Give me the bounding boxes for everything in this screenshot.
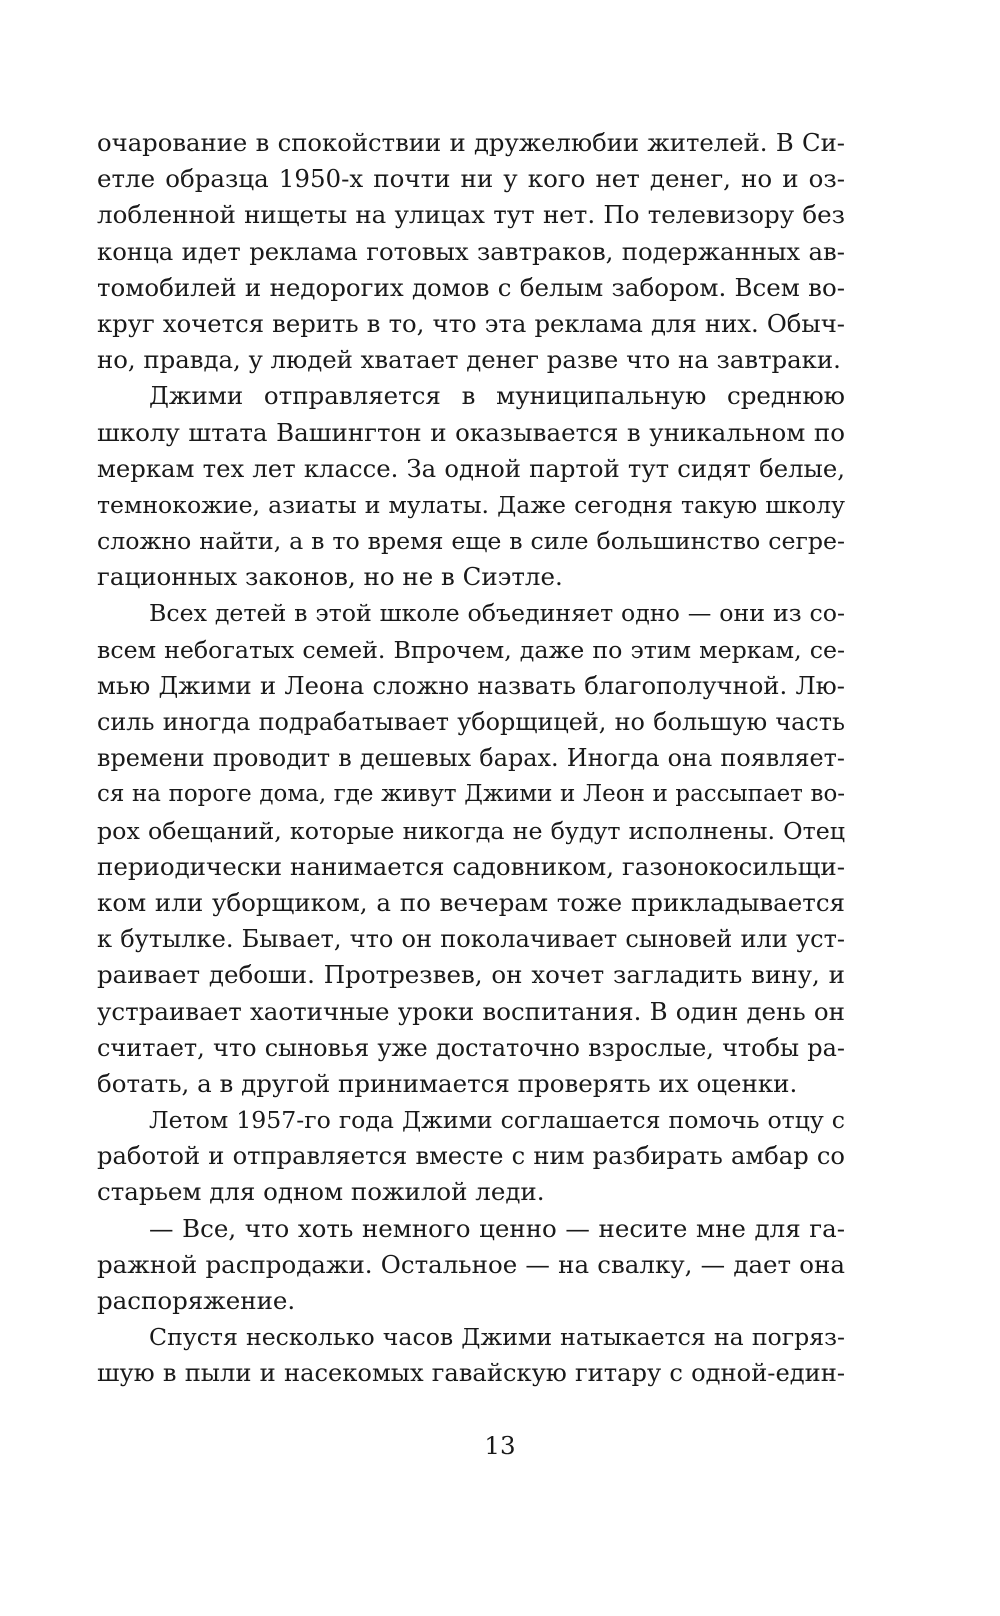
text-line: раивает дебоши. Протрезвев, он хочет загладить вину, и bbox=[97, 960, 845, 990]
text-line: ботать, а в другой принимается проверять их оценки. bbox=[97, 1068, 798, 1098]
text-line: лобленной нищеты на улицах тут нет. По телевизору без bbox=[97, 200, 845, 230]
text-line: Джими отправляется в муниципальную среднюю bbox=[149, 381, 845, 411]
text-line: гационных законов, но не в Сиэтле. bbox=[97, 562, 563, 592]
text-line: — Все, что хоть немного ценно — несите мне для га- bbox=[149, 1213, 845, 1243]
text-line: считает, что сыновья уже достаточно взрослые, чтобы ра- bbox=[97, 1033, 845, 1062]
text-line: периодически нанимается садовником, газонокосильщи- bbox=[97, 851, 845, 881]
text-line: Всех детей в этой школе объединяет одно — они из со- bbox=[149, 599, 845, 628]
body-text bbox=[97, 125, 845, 1392]
text-line: шую в пыли и насекомых гавайскую гитару с одной-един- bbox=[97, 1359, 845, 1388]
text-line: школу штата Вашингтон и оказывается в уникальном по bbox=[97, 417, 845, 447]
text-line: ражной распродажи. Остальное — на свалку, — дает она bbox=[97, 1249, 845, 1279]
text-line: времени проводит в дешевых барах. Иногда она появляет- bbox=[97, 744, 845, 773]
text-line: распоряжение. bbox=[97, 1286, 296, 1315]
text-line: старьем для одном пожилой леди. bbox=[97, 1177, 545, 1207]
text-line: рох обещаний, которые никогда не будут исполнены. Отец bbox=[97, 816, 845, 845]
text-line: устраивает хаотичные уроки воспитания. В один день он bbox=[97, 996, 845, 1026]
text-line: очарование в спокойствии и дружелюбии жителей. В Си- bbox=[97, 128, 845, 157]
text-line: Спустя несколько часов Джими натыкается на погряз- bbox=[149, 1323, 845, 1352]
text-line: етле образца 1950-х почти ни у кого нет денег, но и оз- bbox=[97, 164, 845, 194]
text-line: мью Джими и Леона сложно назвать благополучной. Лю- bbox=[97, 670, 845, 700]
text-line: круг хочется верить в то, что эта реклама для них. Обыч- bbox=[97, 308, 845, 338]
text-line: силь иногда подрабатывает уборщицей, но большую часть bbox=[97, 708, 845, 736]
text-line: всем небогатых семей. Впрочем, даже по этим меркам, се- bbox=[97, 635, 845, 664]
text-line: ком или уборщиком, а по вечерам тоже прикладывается bbox=[97, 887, 845, 917]
text-line: к бутылке. Бывает, что он поколачивает сыновей или уст- bbox=[97, 925, 845, 954]
text-line: томобилей и недорогих домов с белым забором. Всем во- bbox=[97, 272, 845, 302]
text-line: работой и отправляется вместе с ним разбирать амбар со bbox=[97, 1142, 845, 1171]
text-line: но, правда, у людей хватает денег разве что на завтраки. bbox=[97, 345, 841, 375]
text-line: меркам тех лет классе. За одной партой тут сидят белые, bbox=[97, 453, 845, 483]
text-line: темнокожие, азиаты и мулаты. Даже сегодня такую школу bbox=[97, 490, 845, 519]
text-line: ся на пороге дома, где живут Джими и Леон и рассыпает во- bbox=[97, 781, 845, 808]
text-line: конца идет реклама готовых завтраков, подержанных ав- bbox=[97, 236, 845, 266]
text-line: Летом 1957-го года Джими соглашается помочь отцу с bbox=[149, 1106, 845, 1135]
text-line: сложно найти, а в то время еще в силе большинство сегре- bbox=[97, 527, 845, 556]
page-number: 13 bbox=[484, 1431, 516, 1460]
